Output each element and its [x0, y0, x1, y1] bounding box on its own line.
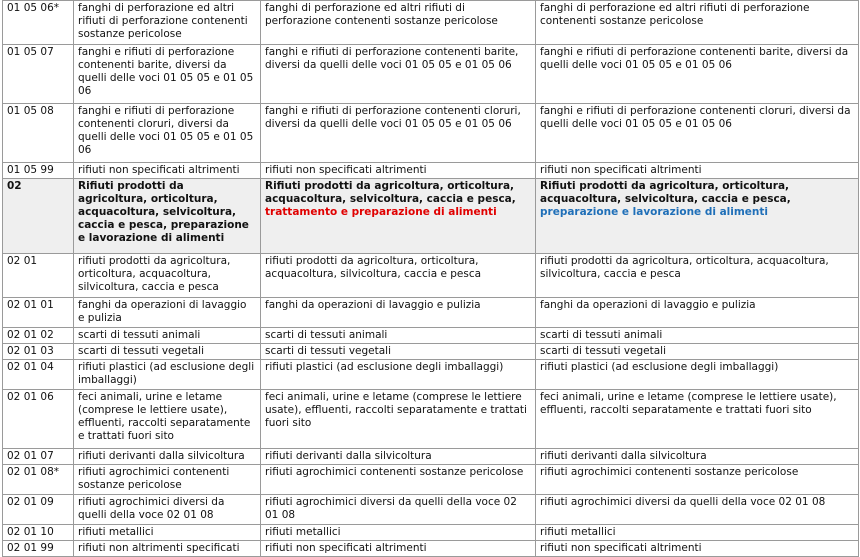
code-cell: 02 01 03 — [3, 344, 74, 360]
code-cell: 02 01 10 — [3, 525, 74, 541]
description-cell: rifiuti agrochimici contenenti sostanze pericolose — [261, 465, 536, 495]
description-cell: rifiuti derivanti dalla silvicoltura — [74, 449, 261, 465]
description-cell: rifiuti prodotti da agricoltura, orticoltura, acquacoltura, silvicoltura, caccia e pesca — [261, 254, 536, 298]
description-cell: rifiuti agrochimici contenenti sostanze pericolose — [74, 465, 261, 495]
description-cell: rifiuti prodotti da agricoltura, orticoltura, acquacoltura, silvicoltura, caccia e pesca — [536, 254, 859, 298]
section-title-cell: Rifiuti prodotti da agricoltura, orticoltura, acquacoltura, selvicoltura, caccia e pesca, preparazione e lavorazione di alimenti — [74, 179, 261, 254]
section-header-row — [3, 179, 859, 254]
code-cell: 02 01 01 — [3, 298, 74, 328]
table-row — [3, 1, 859, 45]
table-row — [3, 45, 859, 104]
description-cell: fanghi da operazioni di lavaggio e pulizia — [261, 298, 536, 328]
description-cell: fanghi e rifiuti di perforazione contenenti barite, diversi da quelli delle voci 01 05 05 e 01 05 06 — [536, 45, 859, 104]
description-cell: feci animali, urine e letame (comprese le lettiere usate), effluenti, raccolti separatamente e trattati fuori sito — [536, 390, 859, 449]
table-row — [3, 254, 859, 298]
section-title-cell — [536, 179, 859, 254]
description-cell: fanghi e rifiuti di perforazione contenenti cloruri, diversi da quelli delle voci 01 05 05 e 01 05 06 — [536, 104, 859, 163]
description-cell: scarti di tessuti animali — [261, 328, 536, 344]
description-cell: fanghi e rifiuti di perforazione contenenti barite, diversi da quelli delle voci 01 05 05 e 01 05 06 — [74, 45, 261, 104]
description-cell: fanghi e rifiuti di perforazione contenenti cloruri, diversi da quelli delle voci 01 05 05 e 01 05 06 — [74, 104, 261, 163]
description-cell: fanghi e rifiuti di perforazione contenenti barite, diversi da quelli delle voci 01 05 05 e 01 05 06 — [261, 45, 536, 104]
code-cell: 02 01 02 — [3, 328, 74, 344]
description-cell: fanghi di perforazione ed altri rifiuti di perforazione contenenti sostanze pericolose — [261, 1, 536, 45]
description-cell: rifiuti agrochimici diversi da quelli della voce 02 01 08 — [261, 495, 536, 525]
description-cell: rifiuti agrochimici diversi da quelli della voce 02 01 08 — [74, 495, 261, 525]
description-cell: rifiuti non specificati altrimenti — [261, 541, 536, 557]
description-cell: rifiuti agrochimici diversi da quelli della voce 02 01 08 — [536, 495, 859, 525]
description-cell: rifiuti metallici — [74, 525, 261, 541]
description-cell: rifiuti derivanti dalla silvicoltura — [536, 449, 859, 465]
description-cell: rifiuti agrochimici contenenti sostanze pericolose — [536, 465, 859, 495]
table-row — [3, 104, 859, 163]
description-cell: scarti di tessuti animali — [536, 328, 859, 344]
table-row — [3, 449, 859, 465]
code-cell: 02 01 — [3, 254, 74, 298]
description-cell: rifiuti non specificati altrimenti — [536, 163, 859, 179]
table-row — [3, 525, 859, 541]
code-cell: 01 05 06* — [3, 1, 74, 45]
code-cell: 01 05 07 — [3, 45, 74, 104]
table-row — [3, 541, 859, 557]
description-cell: rifiuti plastici (ad esclusione degli imballaggi) — [536, 360, 859, 390]
code-cell: 02 01 07 — [3, 449, 74, 465]
code-cell: 02 01 09 — [3, 495, 74, 525]
table-row — [3, 298, 859, 328]
waste-codes-table — [2, 0, 859, 557]
description-cell: feci animali, urine e letame (comprese le lettiere usate), effluenti, raccolti separatamente e trattati fuori sito — [261, 390, 536, 449]
table-row — [3, 344, 859, 360]
description-cell: rifiuti derivanti dalla silvicoltura — [261, 449, 536, 465]
description-cell: fanghi di perforazione ed altri rifiuti di perforazione contenenti sostanze pericolose — [536, 1, 859, 45]
description-cell: fanghi da operazioni di lavaggio e pulizia — [74, 298, 261, 328]
description-cell: scarti di tessuti animali — [74, 328, 261, 344]
description-cell: rifiuti prodotti da agricoltura, orticoltura, acquacoltura, silvicoltura, caccia e pesca — [74, 254, 261, 298]
description-cell: rifiuti metallici — [261, 525, 536, 541]
section-title-prefix: Rifiuti prodotti da agricoltura, orticoltura, acquacoltura, selvicoltura, caccia e pesca, — [540, 180, 791, 205]
table-row — [3, 465, 859, 495]
code-cell: 02 01 08* — [3, 465, 74, 495]
description-cell: scarti di tessuti vegetali — [261, 344, 536, 360]
section-title-highlight-blue: preparazione e lavorazione di alimenti — [540, 206, 769, 218]
code-cell: 02 01 04 — [3, 360, 74, 390]
code-cell: 01 05 08 — [3, 104, 74, 163]
description-cell: rifiuti non specificati altrimenti — [261, 163, 536, 179]
description-cell: rifiuti metallici — [536, 525, 859, 541]
code-cell: 02 01 99 — [3, 541, 74, 557]
description-cell: fanghi di perforazione ed altri rifiuti di perforazione contenenti sostanze pericolose — [74, 1, 261, 45]
section-title-cell — [261, 179, 536, 254]
description-cell: rifiuti non specificati altrimenti — [74, 163, 261, 179]
description-cell: rifiuti plastici (ad esclusione degli imballaggi) — [74, 360, 261, 390]
code-cell: 01 05 99 — [3, 163, 74, 179]
table-row — [3, 328, 859, 344]
table-row — [3, 390, 859, 449]
description-cell: scarti di tessuti vegetali — [74, 344, 261, 360]
table-row — [3, 495, 859, 525]
section-title-prefix: Rifiuti prodotti da agricoltura, orticoltura, acquacoltura, selvicoltura, caccia e pesca, — [265, 180, 516, 205]
section-title-highlight-red: trattamento e preparazione di alimenti — [265, 206, 497, 218]
description-cell: fanghi e rifiuti di perforazione contenenti cloruri, diversi da quelli delle voci 01 05 05 e 01 05 06 — [261, 104, 536, 163]
description-cell: rifiuti non altrimenti specificati — [74, 541, 261, 557]
table-row — [3, 360, 859, 390]
code-cell: 02 01 06 — [3, 390, 74, 449]
table-row — [3, 163, 859, 179]
description-cell: fanghi da operazioni di lavaggio e pulizia — [536, 298, 859, 328]
description-cell: rifiuti non specificati altrimenti — [536, 541, 859, 557]
description-cell: rifiuti plastici (ad esclusione degli imballaggi) — [261, 360, 536, 390]
description-cell: feci animali, urine e letame (comprese le lettiere usate), effluenti, raccolti separatamente e trattati fuori sito — [74, 390, 261, 449]
section-code-cell: 02 — [3, 179, 74, 254]
description-cell: scarti di tessuti vegetali — [536, 344, 859, 360]
